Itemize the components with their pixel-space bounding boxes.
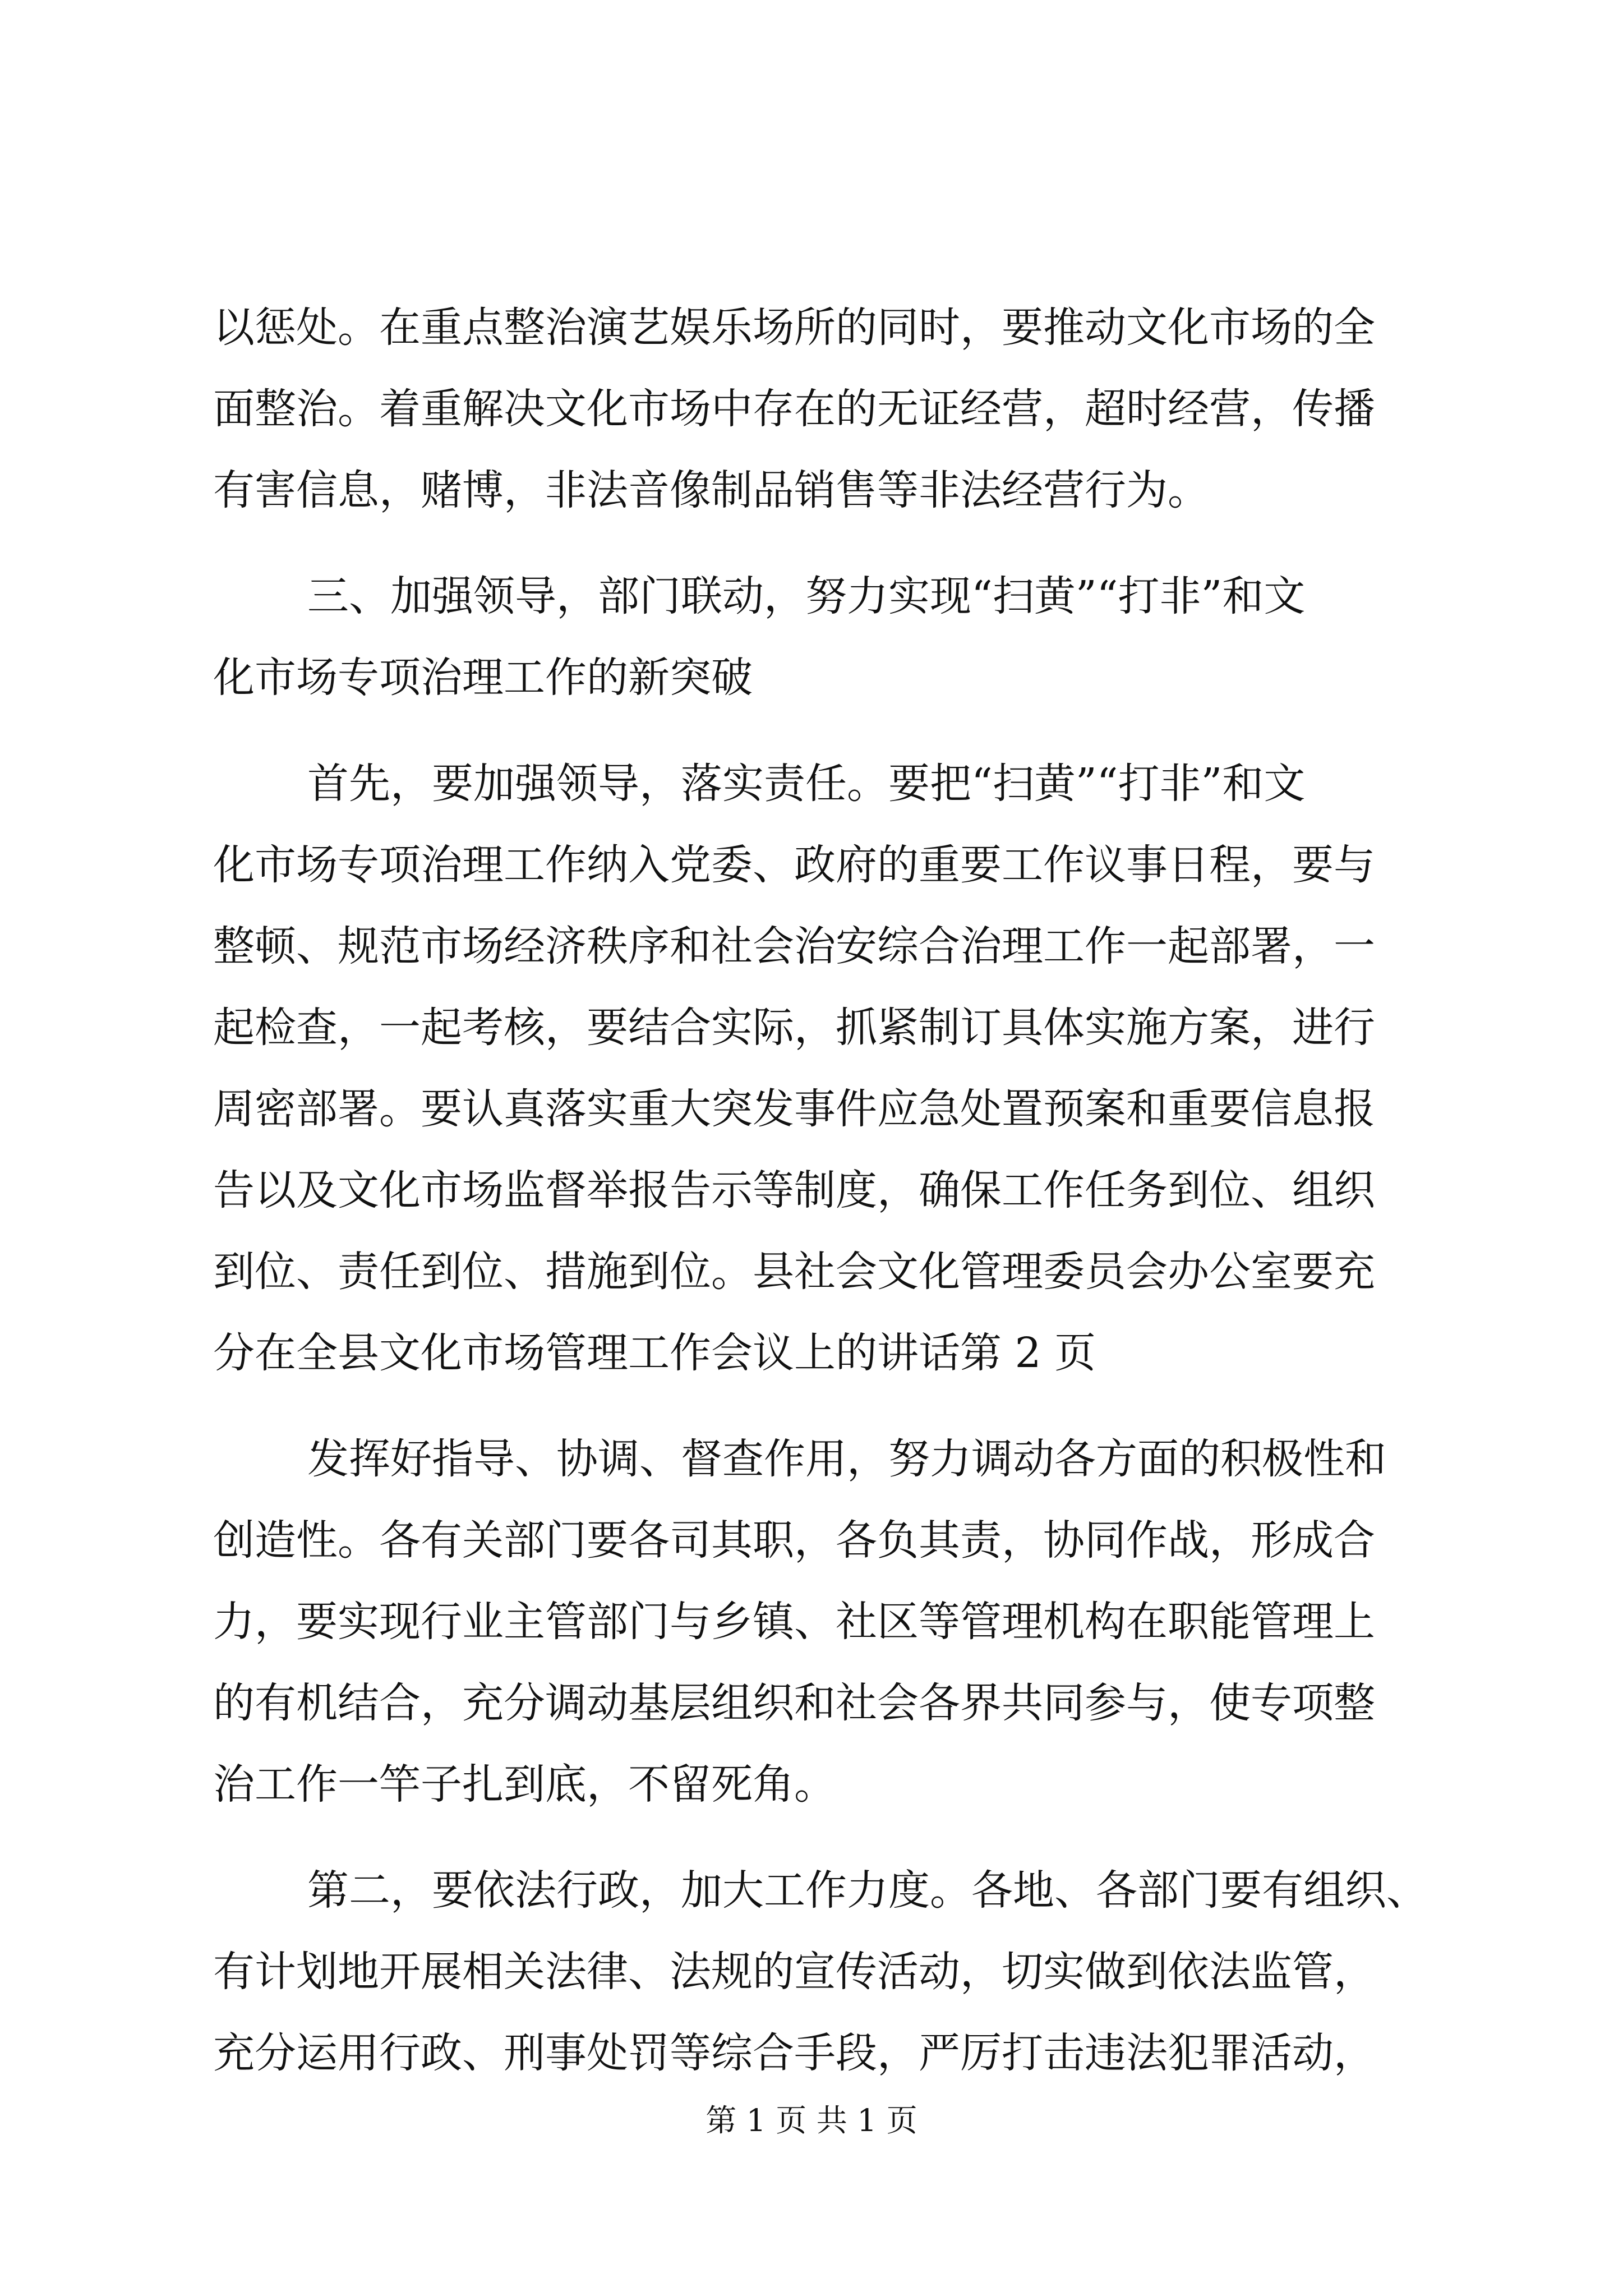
text-line: 分在全县文化市场管理工作会议上的讲话第 2 页 [213,1329,1096,1377]
document-body [213,287,1433,2094]
text-line: 治工作一竿子扎到底，不留死角。 [213,1760,836,1809]
paragraph-first-line: 首先，要加强领导，落实责任。要把“扫黄”“打非”和文 [307,760,1306,808]
section-heading-line: 化市场专项治理工作的新突破 [213,654,753,702]
paragraph-first-line: 第二，要依法行政，加大工作力度。各地、各部门要有组织、 [307,1866,1428,1915]
text-line: 的有机结合，充分调动基层组织和社会各界共同参与，使专项整 [213,1679,1375,1727]
text-line: 周密部署。要认真落实重大突发事件应急处置预案和重要信息报 [213,1085,1375,1133]
text-line: 到位、责任到位、措施到位。县社会文化管理委员会办公室要充 [213,1248,1375,1296]
text-line: 面整治。着重解决文化市场中存在的无证经营，超时经营，传播 [213,385,1375,433]
text-line: 化市场专项治理工作纳入党委、政府的重要工作议事日程，要与 [213,841,1375,889]
paragraph-first-line: 发挥好指导、协调、督查作用，努力调动各方面的积极性和 [307,1435,1386,1483]
text-line: 力，要实现行业主管部门与乡镇、社区等管理机构在职能管理上 [213,1598,1375,1646]
text-line: 起检查，一起考核，要结合实际，抓紧制订具体实施方案，进行 [213,1004,1375,1052]
text-line: 以惩处。在重点整治演艺娱乐场所的同时，要推动文化市场的全 [213,303,1375,352]
text-line: 告以及文化市场监督举报告示等制度，确保工作任务到位、组织 [213,1166,1375,1214]
page-footer: 第 1 页 共 1 页 [706,2102,917,2138]
text-line: 充分运用行政、刑事处罚等综合手段，严厉打击违法犯罪活动， [213,2029,1375,2077]
text-line: 有计划地开展相关法律、法规的宣传活动，切实做到依法监管， [213,1948,1375,1996]
text-line: 创造性。各有关部门要各司其职，各负其责，协同作战，形成合 [213,1516,1375,1565]
text-line: 整顿、规范市场经济秩序和社会治安综合治理工作一起部署，一 [213,922,1375,970]
section-heading-line: 三、加强领导，部门联动，努力实现“扫黄”“打非”和文 [307,572,1306,620]
text-line: 有害信息，赌博，非法音像制品销售等非法经营行为。 [213,466,1209,514]
